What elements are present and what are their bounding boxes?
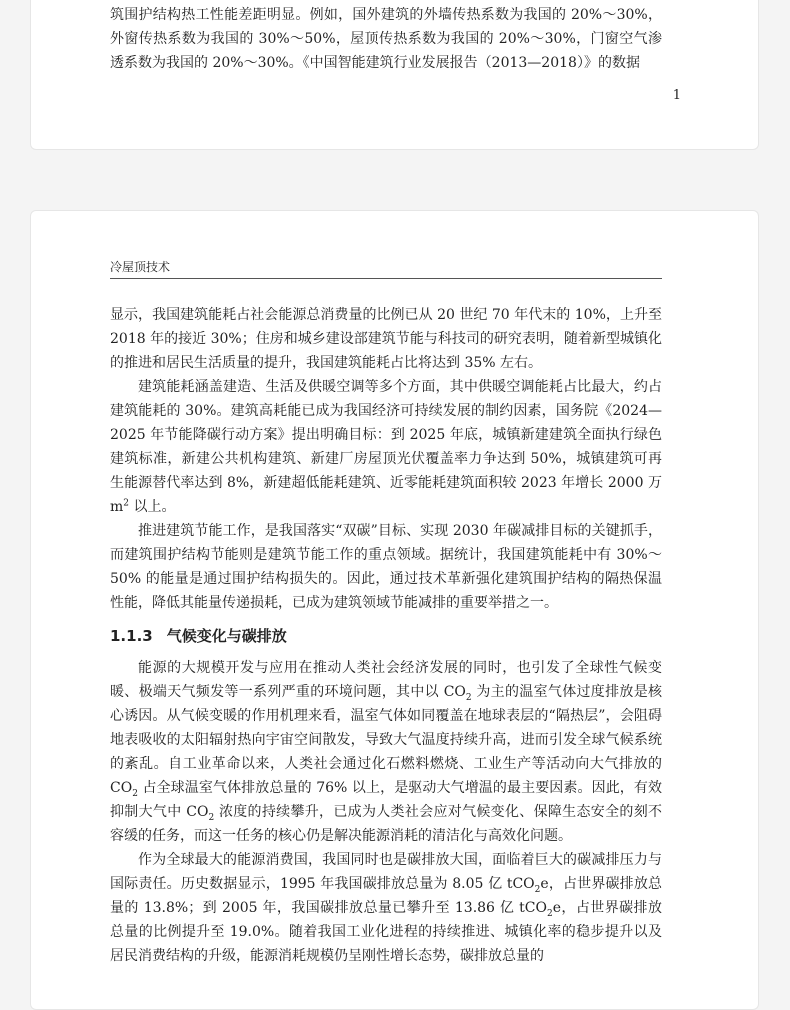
running-head: 冷屋顶技术 — [110, 258, 662, 279]
current-page — [30, 210, 759, 1010]
paragraph: 建筑能耗涵盖建造、生活及供暖空调等多个方面，其中供暖空调能耗占比最大，约占建筑能耗的 30%。建筑高耗能已成为我国经济可持续发展的制约因素，国务院《2024—2025 年节能降碳行动方案》提出明确目标：到 2025 年底，城镇新建建筑全面执行绿色建筑标准，新建公共机构建筑、新建厂房屋顶光伏覆盖率力争达到 50%，城镇建筑可再生能源替代率达到 8%，新建超低能耗建筑、近零能耗建筑面积较 2023 年增长 2000 万 $m^2$ 以上。 — [110, 379, 662, 515]
previous-page — [30, 0, 759, 150]
paragraph: 作为全球最大的能源消费国，我国同时也是碳排放大国，面临着巨大的碳减排压力与国际责任。历史数据显示，1995 年我国碳排放总量为 8.05 亿 tCO$_2$e，占世界碳排放总量的 13.8%；到 2005 年，我国碳排放总量已攀升至 13.86 亿 tCO$_2$e，占世界碳排放总量的比例提升至 19.0%。随着我国工业化进程的持续推进、城镇化率的稳步提升以及居民消费结构的升级，能源消耗规模仍呈刚性增长态势，碳排放总量的 — [110, 852, 662, 964]
paragraph: 显示，我国建筑能耗占社会能源总消费量的比例已从 20 世纪 70 年代末的 10%，上升至 2018 年的接近 30%；住房和城乡建设部建筑节能与科技司的研究表明，随着新型城镇化的推进和居民生活质量的提升，我国建筑能耗占比将达到 35% 左右。 — [110, 307, 662, 371]
page-number: 1 — [672, 88, 681, 103]
page-text — [110, 3, 662, 75]
paragraph-tail: 筑围护结构热工性能差距明显。例如，国外建筑的外墙传热系数为我国的 20%～30%，外窗传热系数为我国的 30%～50%，屋顶传热系数为我国的 20%～30%，门窗空气渗透系数为我国的 20%～30%。《中国智能建筑行业发展报告（2013—2018）》的数据 — [110, 7, 662, 71]
section-title: 气候变化与碳排放 — [166, 627, 287, 645]
section-heading — [110, 625, 662, 646]
paragraph: 推进建筑节能工作，是我国落实“双碳”目标、实现 2030 年碳减排目标的关键抓手，而建筑围护结构节能则是建筑节能工作的重点领域。据统计，我国建筑能耗中有 30%～50% 的能量是通过围护结构损失的。因此，通过技术革新强化建筑围护结构的隔热保温性能，降低其能量传递损耗，已成为建筑领域节能减排的重要举措之一。 — [110, 523, 662, 611]
section-number: 1.1.3 — [110, 627, 153, 645]
paragraph: 能源的大规模开发与应用在推动人类社会经济发展的同时，也引发了全球性气候变暖、极端天气频发等一系列严重的环境问题，其中以 $CO_2$ 为主的温室气体过度排放是核心诱因。从气候变暖的作用机理来看，温室气体如同覆盖在地球表层的“隔热层”，会阻碍地表吸收的太阳辐射热向宇宙空间散发，导致大气温度持续升高，进而引发全球气候系统的紊乱。自工业革命以来，人类社会通过化石燃料燃烧、工业生产等活动向大气排放的 $CO_2$ 占全球温室气体排放总量的 76% 以上，是驱动大气增温的最主要因素。因此，有效抑制大气中 $CO_2$ 浓度的持续攀升，已成为人类社会应对气候变化、保障生态安全的刻不容缓的任务，而这一任务的核心仍是解决能源消耗的清洁化与高效化问题。 — [110, 660, 662, 844]
page-text — [110, 303, 662, 968]
